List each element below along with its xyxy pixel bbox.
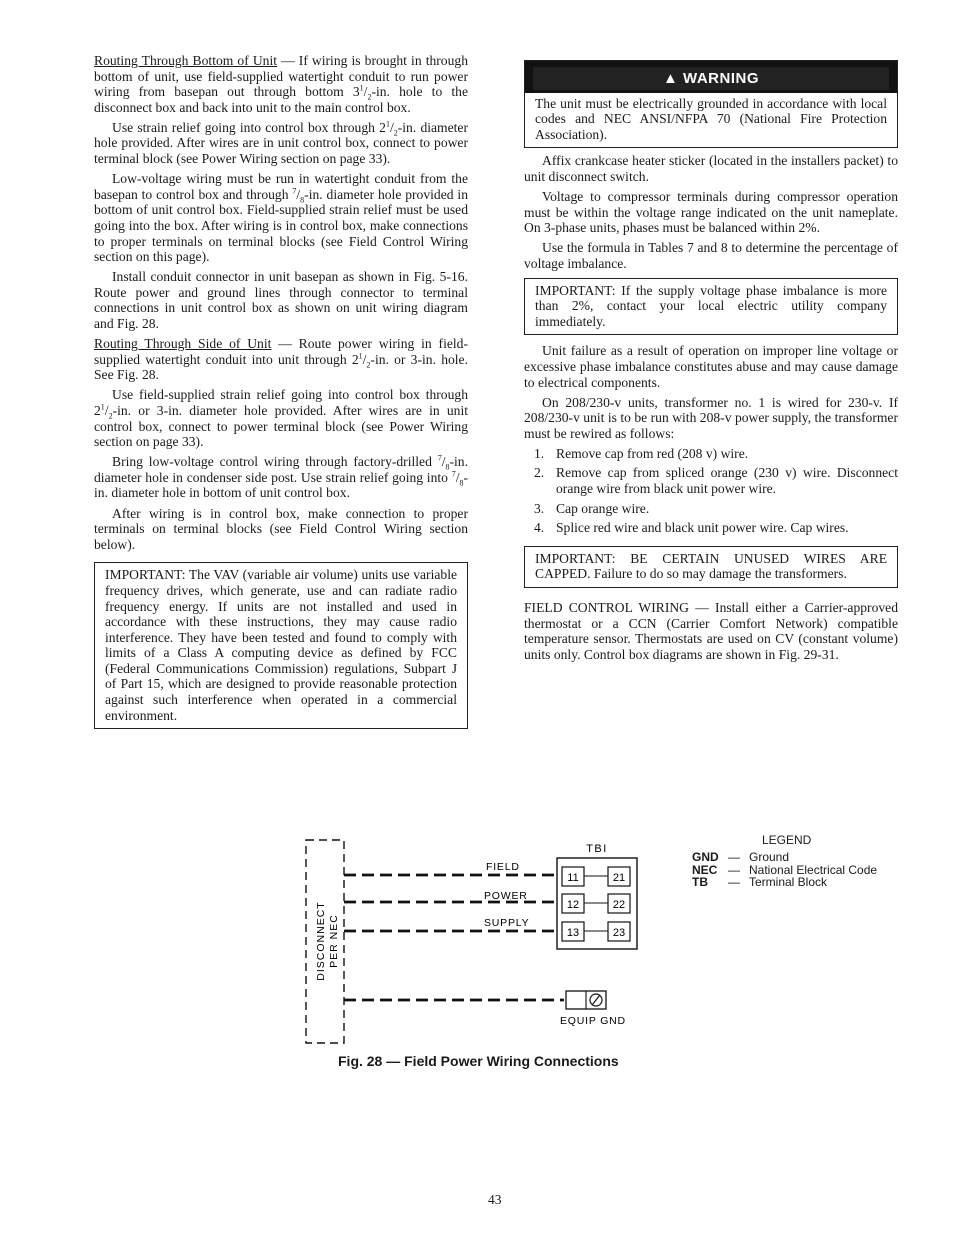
legend-row: NEC — National Electrical Code	[692, 862, 878, 877]
paragraph-crankcase: Affix crankcase heater sticker (located in the installers packet) to unit disconnect switch.	[524, 153, 898, 184]
paragraph-control-wiring: Bring low-voltage control wiring through factory-drilled $^7/_8-in$. diameter hole in condenser side post. Use strain relief going into $^7/_8-in$. diameter hole in bottom of unit control box.	[94, 453, 468, 501]
paragraph-unit-failure: Unit failure as a result of operation on improper line voltage or excessive phase imbalance constitutes abuse and may cause damage to electrical components.	[524, 343, 898, 390]
list-item: 1. Remove cap from red (208 v) wire.	[534, 445, 749, 461]
paragraph-conduit-connector: Install conduit connector in unit basepan as shown in Fig. 5-16. Route power and ground lines through connector to terminal connections in unit control box as shown on unit wiring diagram and Fig. 28.	[94, 269, 468, 331]
heading-bottom-routing: Routing Through Bottom of Unit	[94, 53, 278, 68]
warning-box	[524, 60, 898, 148]
svg-text:11: 11	[567, 872, 579, 884]
legend-title: LEGEND	[762, 833, 812, 847]
warning-header: ▲ WARNING	[533, 67, 889, 90]
heading-field-control: FIELD CONTROL WIRING	[524, 600, 689, 616]
paragraph-side-routing: Routing Through Side of Unit — Route power wiring in field-supplied watertight conduit into unit through $2^1/_2-in$. or 3-in. hole. See Fig. 28.	[94, 336, 468, 383]
important-phase-box: IMPORTANT: If the supply voltage phase imbalance is more than 2%, contact your local electric utility company immediately.	[524, 278, 898, 336]
paragraph-formula: Use the formula in Tables 7 and 8 to determine the percentage of voltage imbalance.	[524, 240, 898, 271]
wiring-diagram	[300, 835, 650, 1050]
figure-caption: Fig. 28 — Field Power Wiring Connections	[338, 1053, 619, 1069]
paragraph-strain-relief: Use strain relief going into control box through $2^1/_2-in$. diameter hole provided. After wires are in unit control box, connect to power terminal block (see Power Wiring section on page 33).	[94, 119, 468, 167]
svg-text:22: 22	[612, 899, 626, 911]
paragraph-voltage-range: Voltage to compressor terminals during compressor operation must be within the voltage range indicated on the unit nameplate. On 3-phase units, phases must be balanced within 2%.	[524, 189, 898, 236]
important-vav-box: IMPORTANT: The VAV (variable air volume) units use variable frequency drives, which generate, use and can radiate radio frequency energy. If units are not installed and used in accordance with these instructions, they may cause radio interference. They have been tested and found to comply with limits of a Class A computing device as defined by FCC (Federal Communications Commission) regulations, Subpart J of Part 15, which are designed to provide reasonable protection against such interference when operated in a commercial environment.	[94, 562, 468, 729]
legend-row: TB — Terminal Block	[692, 875, 828, 890]
paragraph-transformer: On 208/230-v units, transformer no. 1 is wired for 230-v. If 208/230-v unit is to be run with 208-v power supply, the transformer must be rewired as follows:	[524, 394, 898, 441]
disconnect-label-2: PER NEC	[328, 914, 340, 968]
left-column	[94, 53, 468, 737]
wire-label-supply: SUPPLY	[484, 917, 530, 929]
heading-side-routing: Routing Through Side of Unit	[94, 336, 272, 352]
list-item: 3. Cap orange wire.	[534, 500, 650, 516]
important-caps-box: IMPORTANT: BE CERTAIN UNUSED WIRES ARE CAPPED. Failure to do so may damage the transformers.	[524, 546, 898, 588]
paragraph-field-control: FIELD CONTROL WIRING — Install either a Carrier-approved thermostat or a CCN (Carrier Comfort Network) compatible temperature sensor. Thermostats are used on CV (constant volume) units only. Control box diagrams are shown in Fig. 29-31.	[524, 600, 898, 662]
legend-row: GND — Ground	[692, 849, 790, 864]
svg-text:23: 23	[612, 927, 626, 939]
terminal-block-label: TBI	[586, 843, 608, 855]
disconnect-label: DISCONNECT	[315, 901, 327, 981]
paragraph-side-strain-relief: Use field-supplied strain relief going into control box through $2^1/_2-in$. or 3-in. diameter hole provided. After wires are in unit control box, connect to power terminal block (see Power Wiring section on page 33).	[94, 387, 468, 450]
warning-text: The unit must be electrically grounded in accordance with local codes and NEC ANSI/NFPA 70 (National Fire Protection Association).	[535, 95, 887, 142]
legend	[692, 834, 877, 889]
svg-text:12: 12	[566, 899, 580, 911]
svg-text:13: 13	[566, 927, 580, 939]
list-item: 4. Splice red wire and black unit power wire. Cap wires.	[534, 520, 849, 536]
rewire-steps	[524, 446, 898, 536]
wire-label-power: POWER	[484, 890, 528, 902]
wire-label-field: FIELD	[486, 861, 520, 873]
list-item: 2. Remove cap from spliced orange (230 v) wire. Disconnect orange wire from black unit power wire.	[534, 465, 898, 497]
paragraph-low-voltage: Low-voltage wiring must be run in watertight conduit from the basepan to control box and through $^7/_8-in$. diameter hole provided in bottom of unit control box. Field-supplied strain relief must be used going into the box. After wiring is in control box, make connections to proper terminals on terminal blocks (see Field Control Wiring section on this page).	[94, 171, 468, 265]
svg-text:21: 21	[612, 872, 626, 884]
ground-label: EQUIP GND	[560, 1015, 626, 1027]
paragraph-bottom-routing: Routing Through Bottom of Unit — If wiring is brought in through bottom of unit, use field-supplied watertight conduit to run power wiring from basepan out through bottom $3^1/_2-in$. hole to the disconnect box and back into unit to the main control box.	[94, 53, 469, 115]
page-number: 43	[488, 1192, 502, 1207]
warning-triangle-icon: ▲	[662, 70, 679, 87]
paragraph-after-wiring: After wiring is in control box, make connection to proper terminals on terminal blocks (see Field Control Wiring section below).	[94, 505, 468, 552]
right-column	[524, 60, 898, 667]
ground-terminal-icon	[566, 991, 606, 1009]
